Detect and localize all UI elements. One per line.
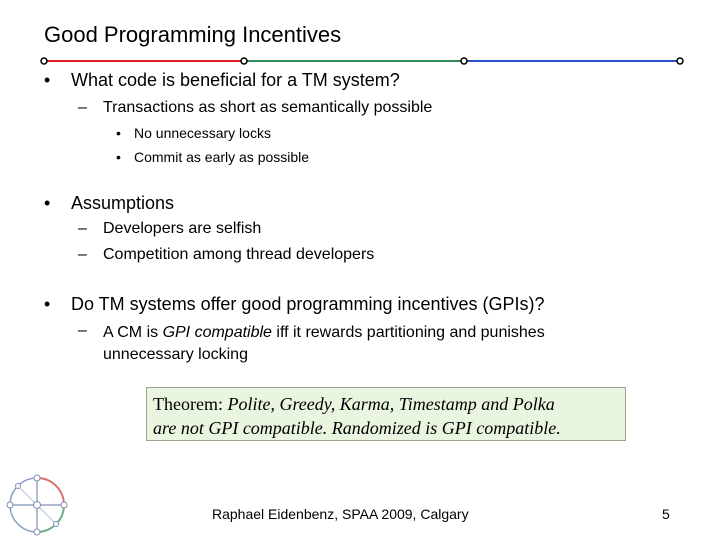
- slide-title: Good Programming Incentives: [44, 22, 342, 47]
- rule-node-right: [677, 58, 683, 64]
- bullet-text: Do TM systems offer good programming incentives (GPIs)?: [71, 294, 545, 314]
- definition-pre: A CM is: [103, 324, 163, 341]
- theorem-box: [146, 387, 626, 441]
- theorem-text-1: Polite, Greedy, Karma, Timestamp and Polka: [227, 394, 555, 414]
- sub-sub-bullet-text: Commit as early as possible: [134, 149, 310, 165]
- footer-author: Raphael Eidenbenz, SPAA 2009, Calgary: [212, 506, 469, 522]
- bullet-dot: •: [116, 149, 121, 165]
- bullet-text: What code is beneficial for a TM system?: [71, 70, 400, 90]
- definition-post: iff it rewards partitioning and punishes: [271, 324, 545, 341]
- dash-marker: –: [78, 99, 87, 116]
- definition-emphasis: GPI compatible: [162, 324, 272, 341]
- bullet-dot: •: [44, 70, 51, 90]
- bullet-text: Assumptions: [71, 193, 175, 213]
- definition-line-1: [103, 322, 623, 344]
- theorem-label: Theorem:: [153, 394, 223, 414]
- theorem-line-1: [153, 392, 555, 416]
- sub-sub-bullet-text: No unnecessary locks: [134, 125, 271, 141]
- bullet-dot: •: [116, 125, 121, 141]
- rule-node-mid1: [241, 58, 247, 64]
- theorem-line-2: [153, 416, 561, 440]
- bullet-dot: •: [44, 193, 51, 213]
- sub-bullet-text: Competition among thread developers: [103, 246, 375, 263]
- definition-line-2: unnecessary locking: [103, 346, 248, 363]
- sub-bullet-text: Transactions as short as semantically possible: [103, 99, 433, 116]
- title-rule: [40, 57, 684, 65]
- bullet-dot: •: [44, 294, 51, 314]
- rule-node-mid2: [461, 58, 467, 64]
- sub-bullet-gpi-definition: [103, 322, 623, 366]
- dash-marker: –: [78, 246, 87, 263]
- page-number: 5: [662, 506, 670, 522]
- theorem-text-2: are not GPI compatible. Randomized is GPI compatible.: [153, 418, 561, 438]
- rule-node-left: [41, 58, 47, 64]
- dash-marker: –: [78, 220, 87, 237]
- sub-bullet-text: Developers are selfish: [103, 220, 262, 237]
- conference-logo: [4, 472, 70, 538]
- dash-marker: –: [78, 322, 87, 339]
